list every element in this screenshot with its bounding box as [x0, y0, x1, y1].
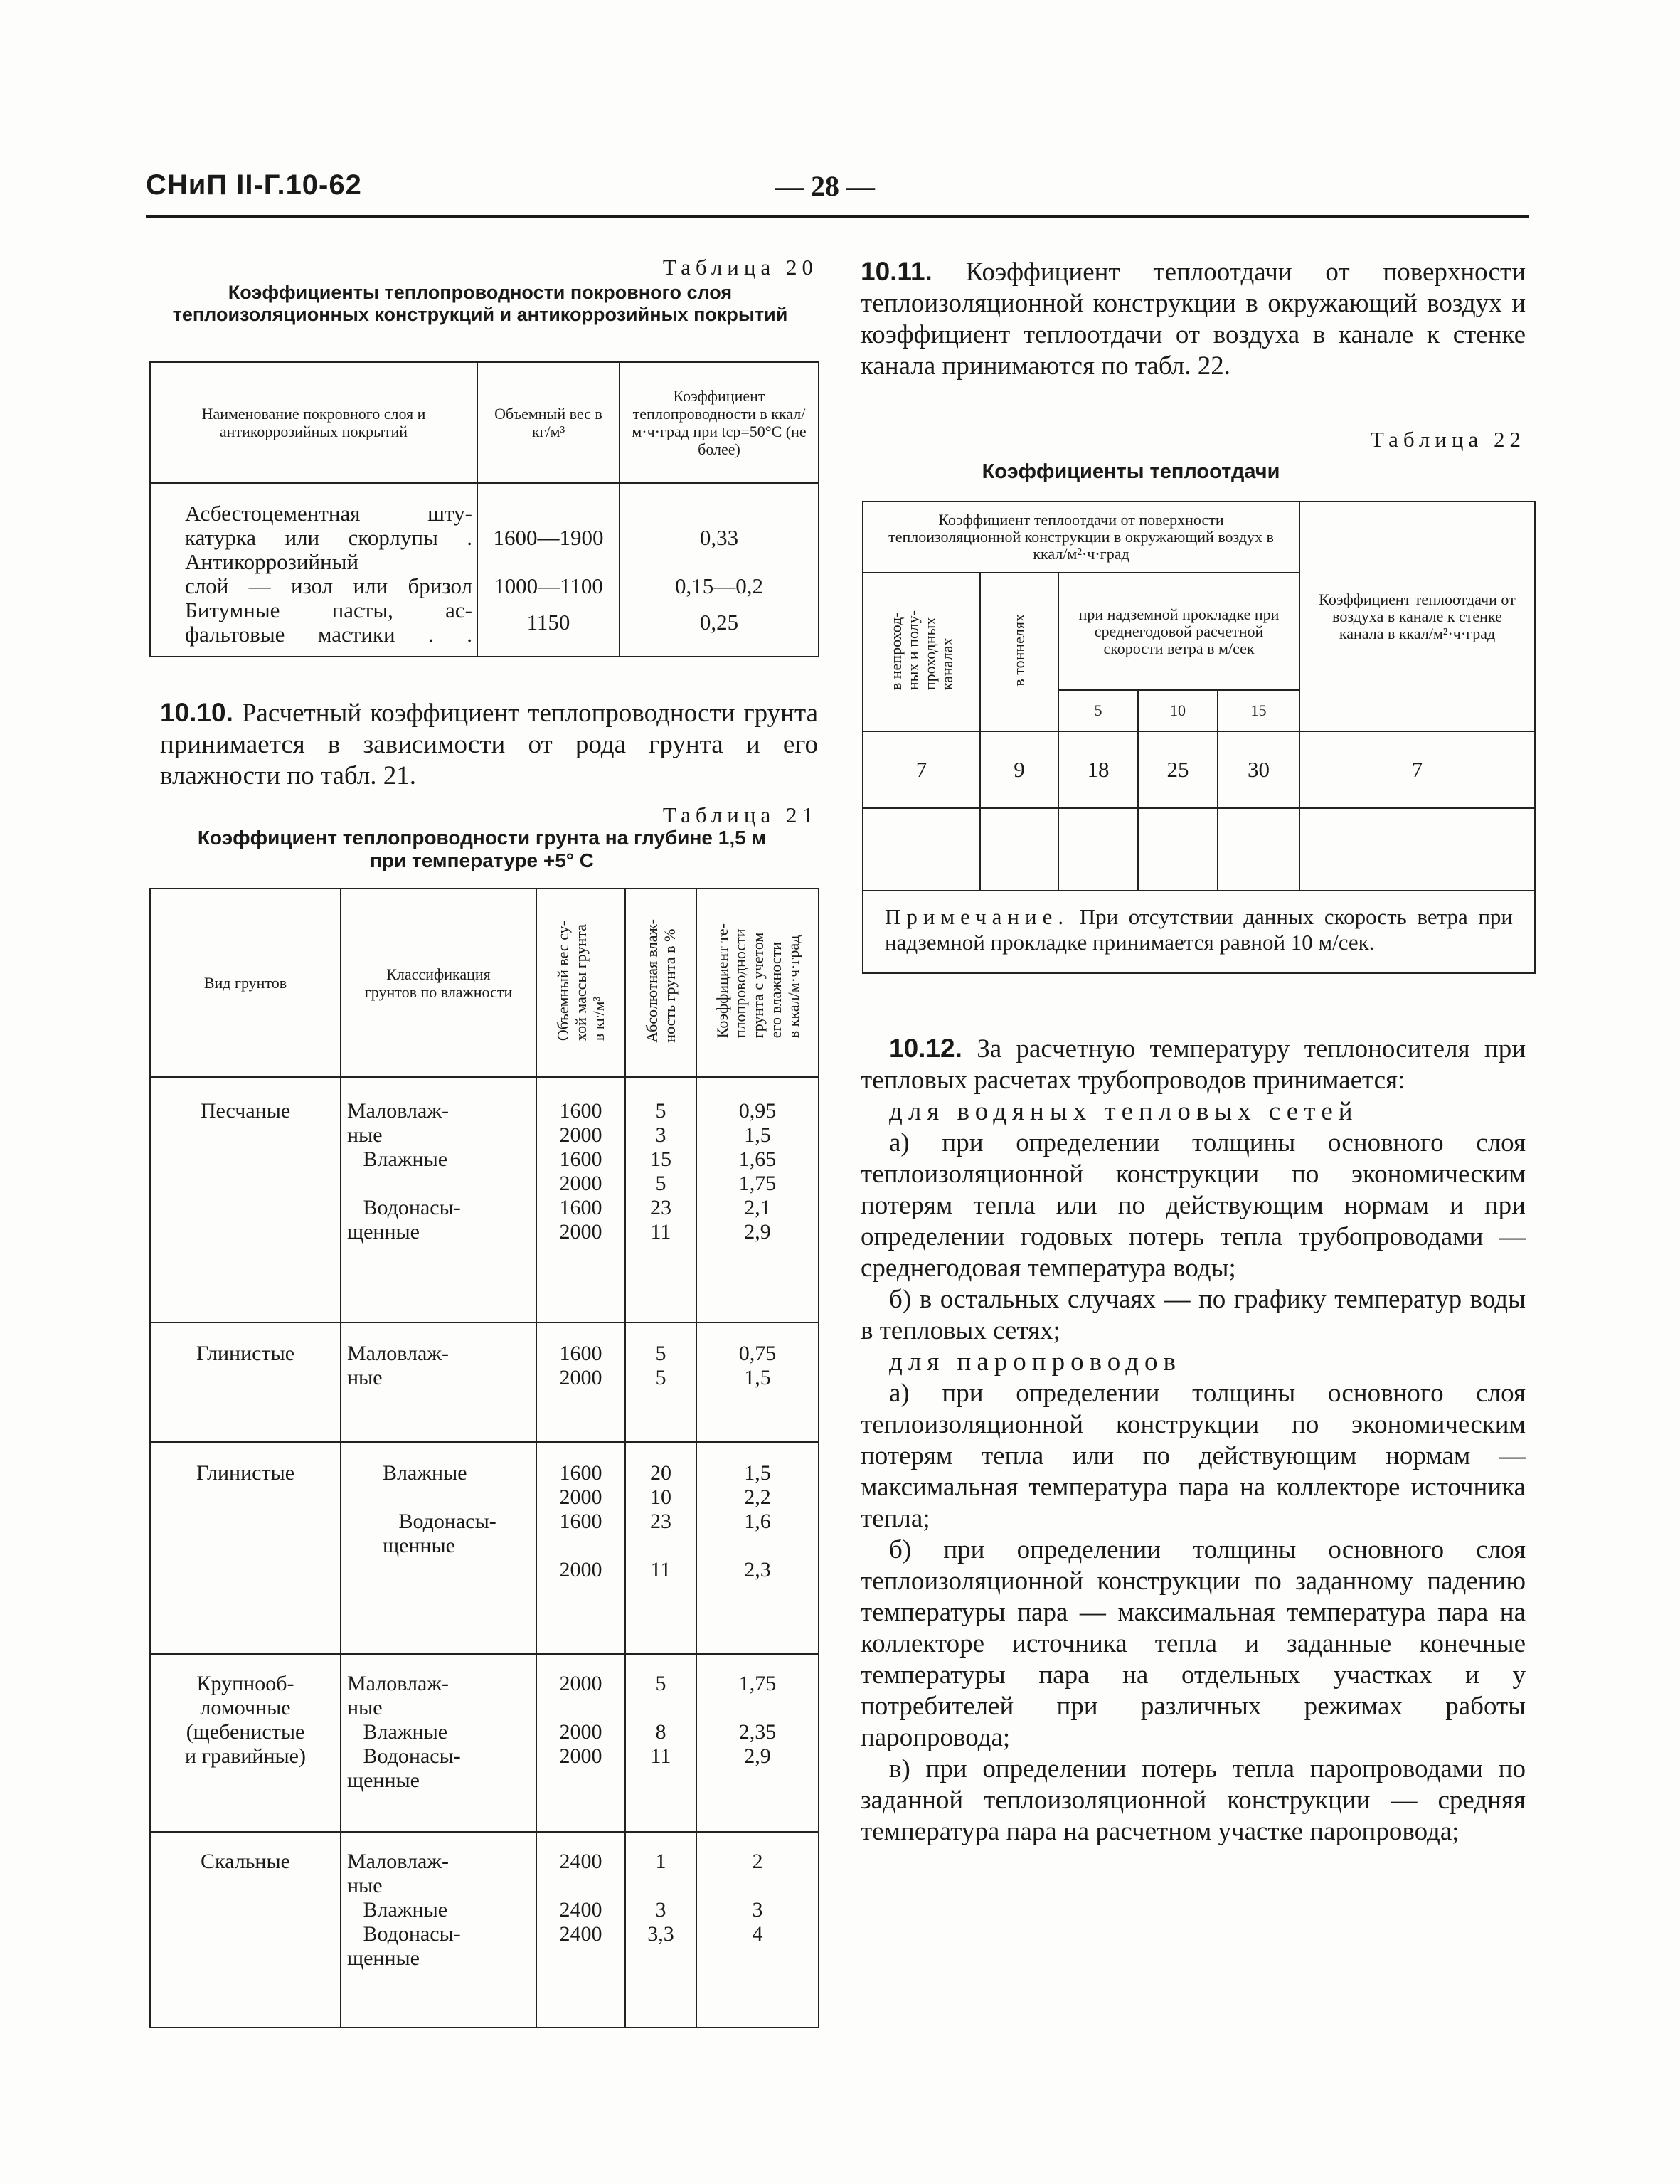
table21: [149, 888, 819, 2028]
t20-row-name: фальтовые мастики . .: [185, 622, 472, 647]
table-row: [150, 1654, 819, 1832]
t21-weight: 1600 2000: [536, 1322, 625, 1442]
table-row: [150, 1322, 819, 1442]
t22-col-channels: в непроход- ных и полу- проходных каналах: [886, 610, 956, 691]
table21-title: Коэффициент теплопроводности грунта на глубине 1,5 м: [197, 827, 767, 849]
t20-row-coef: 0,15—0,2: [620, 550, 819, 598]
t22-value: 18: [1058, 731, 1138, 808]
t20-row-name: катурка или скорлупы .: [185, 525, 472, 550]
water-item-a: а) при определении толщины основного слоя теплоизоляционной конструкции по экономическим потерям тепла или по действующим нормам и при определении годовых потерь тепла трубопроводами — среднегодовая температура воды;: [861, 1128, 1526, 1283]
t21-coef: 1,5 2,2 1,6 2,3: [696, 1442, 819, 1654]
t22-value: 25: [1138, 731, 1218, 808]
t21-kind: Скальные: [150, 1832, 341, 2027]
t21-class: Маловлаж- ные Влажные Водонасы- щенные: [341, 1654, 536, 1832]
t22-speed: 15: [1218, 690, 1299, 731]
water-heading: для водяных тепловых сетей: [889, 1097, 1359, 1126]
t21-humidity: 5 8 11: [625, 1654, 696, 1832]
para-10-12: [861, 1033, 1526, 1848]
para-number: 10.11.: [861, 257, 932, 286]
t21-class: Маловлаж- ные: [341, 1322, 536, 1442]
table20: [149, 361, 819, 657]
t22-note: [863, 891, 1535, 973]
t21-kind: Песчаные: [150, 1077, 341, 1322]
table-row: [150, 502, 819, 550]
header-rule: [146, 215, 1529, 218]
table-row: [150, 550, 819, 598]
t22-speed: 5: [1058, 690, 1138, 731]
t20-row-coef: 0,25: [620, 598, 819, 647]
t21-coef: 1,75 2,35 2,9: [696, 1654, 819, 1832]
t21-class: Влажные Водонасы- щенные: [341, 1442, 536, 1654]
t21-coef: 0,95 1,5 1,65 1,75 2,1 2,9: [696, 1077, 819, 1322]
table22-label: Таблица 22: [1370, 427, 1526, 452]
t20-row-weight: 1150: [477, 598, 620, 647]
para-number: 10.10.: [160, 698, 233, 727]
t20-row-name: Асбестоцементная шту-: [185, 501, 472, 526]
water-item-b: б) в остальных случаях — по графику температур воды в тепловых сетях;: [861, 1285, 1526, 1345]
t21-col-coef: Коэффициент те- плопроводности грунта с учетом его влажности в ккал/м·ч·град: [713, 923, 802, 1039]
table20-title: Коэффициенты теплопроводности покровного слоя теплоизоляционных конструкций и антикоррозийных покрытий: [172, 282, 788, 325]
table22-title: Коэффициенты теплоотдачи: [982, 460, 1280, 483]
table21-subtitle: при температуре +5° С: [370, 849, 594, 871]
t21-weight: 2000 2000 2000: [536, 1654, 625, 1832]
t22-value: 7: [863, 731, 980, 808]
page-number: — 28 —: [775, 170, 875, 202]
steam-heading: для паропроводов: [889, 1347, 1182, 1377]
t21-class: Маловлаж- ные Влажные Водонасы- щенные: [341, 1832, 536, 2027]
t22-col-surface: Коэффициент теплоотдачи от поверхности теплоизоляционной конструкции в окружающий воздух в ккал/м²·ч·град: [863, 502, 1299, 573]
t22-note-text: При отсутствии данных скорость ветра при надземной прокладке принимается равной 10 м/сек.: [885, 904, 1514, 955]
t21-col-kind: Вид грунтов: [150, 889, 341, 1077]
steam-item-a: а) при определении толщины основного слоя теплоизоляционной конструкции по экономическим потерям тепла или по действующим нормам — максимальная температура пара на коллекторе источника тепла;: [861, 1379, 1526, 1533]
table-row: [150, 1442, 819, 1654]
t21-weight: 1600 2000 1600 2000 1600 2000: [536, 1077, 625, 1322]
t21-humidity: 5 5: [625, 1322, 696, 1442]
t20-row-weight: 1600—1900: [477, 502, 620, 550]
steam-item-b: б) при определении толщины основного слоя теплоизоляционной конструкции по заданному падению температуры пара — максимальная температура пара на коллекторе источника тепла и заданные конечные температуры пара на отдельных участках и у потребителей при различных режимах работы паропровода;: [861, 1535, 1526, 1752]
para-10-11: [861, 256, 1526, 382]
t20-col-name: Наименование покровного слоя и антикоррозийных покрытий: [150, 362, 477, 483]
table22: [862, 501, 1536, 974]
t20-row-coef: 0,33: [620, 502, 819, 550]
t21-humidity: 20 10 23 11: [625, 1442, 696, 1654]
para-text: Коэффициент теплоотдачи от поверхности теплоизоляционной конструкции в окружающий воздух и коэффициент теплоотдачи от воздуха в канале к стенке канала принимаются по табл. 22.: [861, 258, 1526, 381]
t22-value: 9: [980, 731, 1058, 808]
t22-col-air: Коэффициент теплоотдачи от воздуха в канале к стенке канала в ккал/м²·ч·град: [1299, 502, 1535, 731]
t21-humidity: 5 3 15 5 23 11: [625, 1077, 696, 1322]
t22-col-above: при надземной прокладке при среднегодовой расчетной скорости ветра в м/сек: [1058, 573, 1299, 690]
t21-coef: 0,75 1,5: [696, 1322, 819, 1442]
t21-col-weight: Объемный вес су- хой массы грунта в кг/м³: [554, 921, 607, 1041]
t20-row-name: слой — изол или бризол: [185, 573, 472, 598]
t21-kind: Крупнооб- ломочные (щебенистые и гравийные): [150, 1654, 341, 1832]
t22-note-label: Примечание.: [885, 904, 1070, 929]
t22-col-tunnels: в тоннелях: [1010, 614, 1028, 687]
document-code: СНиП II-Г.10-62: [146, 169, 362, 201]
t21-weight: 2400 2400 2400: [536, 1832, 625, 2027]
t21-kind: Глинистые: [150, 1322, 341, 1442]
table-row: [150, 598, 819, 647]
para-number: 10.12.: [889, 1034, 962, 1063]
t22-value: 7: [1299, 731, 1535, 808]
t20-row-weight: 1000—1100: [477, 550, 620, 598]
para-text: За расчетную температуру теплоносителя при тепловых расчетах трубопроводов принимается:: [861, 1034, 1526, 1095]
t21-humidity: 1 3 3,3: [625, 1832, 696, 2027]
t21-weight: 1600 2000 1600 2000: [536, 1442, 625, 1654]
table21-label: Таблица 21: [662, 802, 818, 827]
table-row: [863, 731, 1535, 808]
table-row: [150, 1077, 819, 1322]
t22-value: 30: [1218, 731, 1299, 808]
t21-coef: 2 3 4: [696, 1832, 819, 2027]
t21-kind: Глинистые: [150, 1442, 341, 1654]
t20-col-coef: Коэффициент теплопроводности в ккал/м·ч·град при tср=50°С (не более): [620, 362, 819, 483]
steam-item-c: в) при определении потерь тепла паропроводами по заданной теплоизоляционной конструкции — средняя температура пара на расчетном участке паропровода;: [861, 1754, 1526, 1846]
t20-row-name: Битумные пасты, ас-: [185, 598, 472, 622]
para-text: Расчетный коэффициент теплопроводности грунта принимается в зависимости от рода грунта и его влажности по табл. 21.: [160, 699, 818, 790]
t21-col-class: Классификация грунтов по влажности: [341, 889, 536, 1077]
t21-col-humidity: Абсолютная влаж- ность грунта в %: [643, 919, 679, 1043]
table-row: [150, 1832, 819, 2027]
t21-class: Маловлаж- ные Влажные Водонасы- щенные: [341, 1077, 536, 1322]
table20-label: Таблица 20: [662, 255, 818, 280]
t20-row-name: Антикоррозийный: [185, 549, 359, 574]
t20-col-weight: Объемный вес в кг/м³: [477, 362, 620, 483]
t22-speed: 10: [1138, 690, 1218, 731]
para-10-10: [160, 697, 818, 792]
